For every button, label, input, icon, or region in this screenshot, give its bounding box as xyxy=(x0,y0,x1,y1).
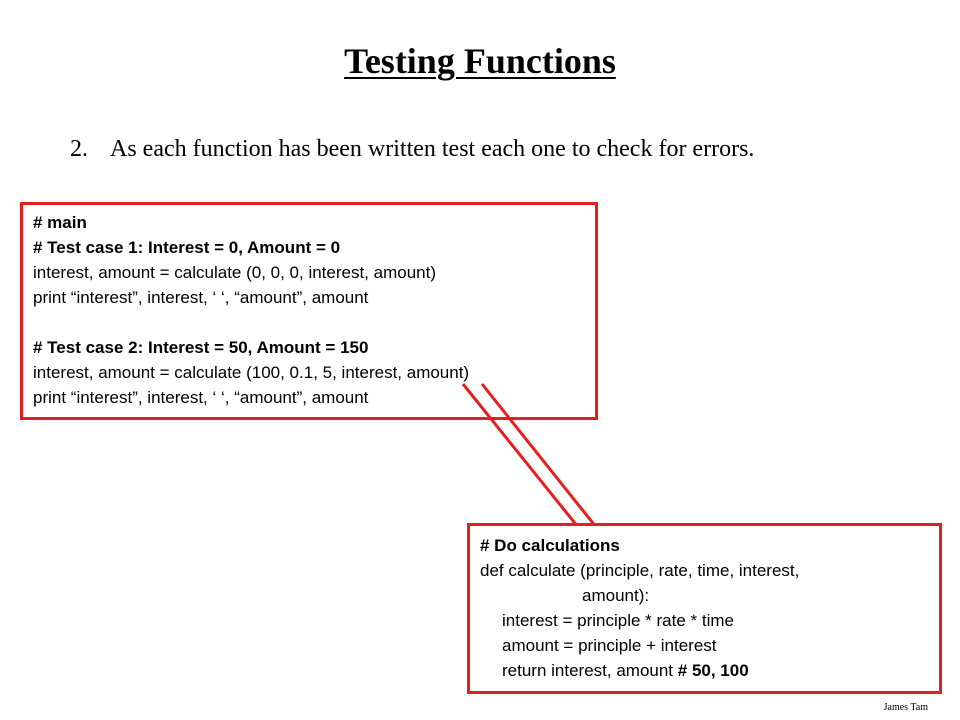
return-line xyxy=(480,658,939,683)
connector-line-right xyxy=(482,384,600,532)
test-case-1-call: interest, amount = calculate (0, 0, 0, interest, amount) xyxy=(33,263,437,282)
test-case-2-print: print “interest”, interest, ‘ ‘, “amount”, amount xyxy=(33,388,369,407)
connector-line-left xyxy=(463,384,582,532)
bullet-number: 2. xyxy=(70,136,88,162)
def-line: def calculate (principle, rate, time, interest, xyxy=(480,561,800,580)
body-amount-line: amount = principle + interest xyxy=(502,636,717,655)
slide-title: Testing Functions xyxy=(344,41,616,81)
body-interest-line: interest = principle * rate * time xyxy=(502,611,734,630)
return-statement: return interest, amount xyxy=(502,661,674,680)
return-comment: # 50, 100 xyxy=(677,661,749,680)
bullet-text: As each function has been written test each one to check for errors. xyxy=(110,136,755,162)
test-case-2-call: interest, amount = calculate (100, 0.1, 5, interest, amount) xyxy=(33,363,470,382)
test-case-2-comment: # Test case 2: Interest = 50, Amount = 150 xyxy=(33,338,369,357)
calculate-code-box xyxy=(467,523,942,694)
main-comment: # main xyxy=(33,213,87,232)
author-footer: James Tam xyxy=(883,702,928,713)
def-continuation: amount): xyxy=(582,586,650,605)
test-case-1-print: print “interest”, interest, ‘ ‘, “amount”, amount xyxy=(33,288,369,307)
test-case-1-comment: # Test case 1: Interest = 0, Amount = 0 xyxy=(33,238,341,257)
calc-comment: # Do calculations xyxy=(480,536,620,555)
